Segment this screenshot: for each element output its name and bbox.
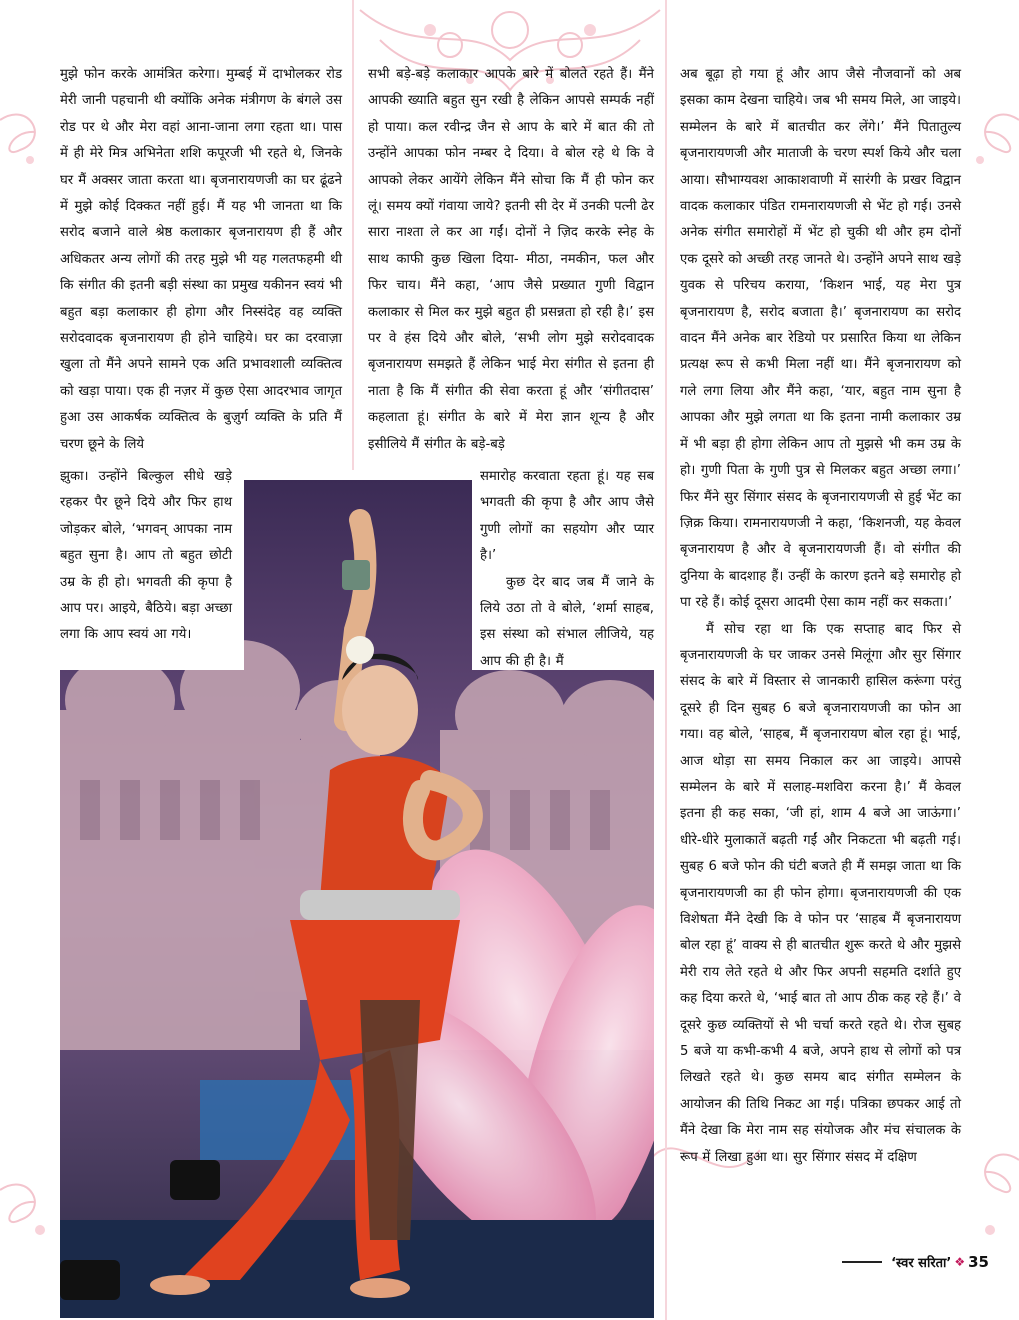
paragraph: मैं सोच रहा था कि एक सप्ताह बाद फिर से बृजनारायणजी के घर जाकर उनसे मिलूंगा और सुर सिंगार संसद के बारे में विस्तार से जानकारी हासिल करूंगा परंतु दूसरे ही दिन सुबह 6 बजे बृजनारायणजी का फोन आ गया। वह बोले, ‘साहब, मैं बृजनारायण बोल रहा हूं। भाई, आज थोड़ा सा समय निकाल कर आ जाइये। आपसे सम्मेलन के बारे में सलाह-मशविरा करना है।’ मैं केवल इतना ही कह सका, ‘जी हां, शाम 4 बजे आ जाऊंगा।’ धीरे-धीरे मुलाकातें बढ़ती गईं और निकटता भी बढ़ती गई। सुबह 6 बजे फोन की घंटी बजते ही मैं समझ जाता था कि बृजनारायणजी का ही फोन होगा। बृजनारायणजी की एक विशेषता मैंने देखी कि वे फोन पर ‘साहब मैं बृजनारायण बोल रहा हूं’ वाक्य से ही बातचीत शुरू करते थे और मुझसे मेरी राय लेते रहते थे और फिर अपनी सहमति दर्शाते हुए कह दिया करते थे, ‘भाई बात तो आप ठीक कह रहे हैं।’ वे दूसरे कुछ व्यक्तियों से भी चर्चा करते रहते थे। रोज सुबह 5 बजे या कभी-कभी 4 बजे, अपने हाथ से लोगों को पत्र लिखते रहते थे। कुछ समय बाद संगीत सम्मेलन के आयोजन की तिथि निकट आ गई। पत्रिका छपकर आई तो मैंने देखा कि मेरा नाम सह संयोजक और मंच संचालक के रूप में लिखा हुआ था। सुर सिंगार संसद में दक्षिण <box>680 621 961 1165</box>
text-column-1-wrap <box>60 464 232 649</box>
footer-rule <box>842 1261 882 1263</box>
paragraph: सभी बड़े-बड़े कलाकार आपके बारे में बोलते रहते हैं। मैंने आपकी ख्याति बहुत सुन रखी है लेकिन आपसे सम्पर्क नहीं हो पाया। कल रवीन्द्र जैन से आप के बारे में बात की तो उन्होंने आपका फोन नम्बर दे दिया। वे बोल रहे थे कि वे आपको लेकर आयेंगे लेकिन मैंने सोचा कि मैं ही फोन कर लूं। समय क्यों गंवाया जाये? इतनी सी देर में उनकी पत्नी ढेर सारा नाश्ता ले कर आ गईं। दोनों ने ज़िद करके स्नेह के साथ काफी कुछ खिला दिया- मीठा, नमकीन, फल और फिर चाय। मैंने कहा, ‘आप जैसे प्रख्यात गुणी विद्वान कलाकार से मिल कर मुझे बहुत ही प्रसन्नता हो रही है।’ इस पर वे हंस दिये और बोले, ‘सभी लोग मुझे सरोदवादक बृजनारायण समझते हैं लेकिन भाई मेरा संगीत से इतना ही नाता है कि मैं संगीत की सेवा करता हूं और ‘संगीतदास’ कहलाता हूं। संगीत के बारे में मेरा ज्ञान शून्य है और इसीलिये मैं संगीत के बड़े-बड़े <box>368 67 654 452</box>
page-footer <box>842 1253 989 1271</box>
text-column-3 <box>680 62 961 1171</box>
paragraph: समारोह करवाता रहता हूं। यह सब भगवती की कृपा है और आप जैसे गुणी लोगों का सहयोग और प्यार है।’ <box>480 469 654 564</box>
paragraph: अब बूढ़ा हो गया हूं और आप जैसे नौजवानों को अब इसका काम देखना चाहिये। जब भी समय मिले, आ जाइये। सम्मेलन के बारे में बातचीत कर लेंगे।’ मैंने पितातुल्य बृजनारायणजी और माताजी के चरण स्पर्श किये और चला आया। सौभाग्यवश आकाशवाणी में सारंगी के प्रखर विद्वान वादक कलाकार पंडित रामनारायणजी से भेंट हो गई। उनसे अनेक संगीत समारोहों में भेंट हो चुकी थी और हम दोनों एक दूसरे को अच्छी तरह जानते थे। उन्होंने अपने साथ खड़े युवक से परिचय कराया, ‘किशन भाई, यह मेरा पुत्र बृजनारायण है, सरोद बजाता है।’ बृजनारायण का सरोद वादन मैंने अनेक बार रेडियो पर प्रसारित किया था लेकिन प्रत्यक्ष रूप से कभी मिला नहीं था। मैंने बृजनारायण को गले लगा लिया और मैंने कहा, ‘यार, बहुत नाम सुना है आपका और मुझे लगता था कि इतना नामी कलाकार उम्र में भी बड़ा ही होगा लेकिन आप तो मुझसे भी कम उम्र के हो। गुणी पिता के गुणी पुत्र से मिलकर बहुत अच्छा लगा।’ फिर मैंने सुर सिंगार संसद के बृजनारायणजी से हुई भेंट का ज़िक्र किया। रामनारायणजी ने कहा, ‘किशनजी, यह केवल बृजनारायण है और वे बृजनारायणजी हैं। वो संगीत की दुनिया के बादशाह हैं। उन्हीं के कारण इतने बड़े समारोह हो पा रहे हैं। कोई दूसरा आदमी ऐसा काम नहीं कर सकता।’ <box>680 67 961 611</box>
ornament-icon: ❖ <box>954 1255 966 1269</box>
paragraph: झुका। उन्होंने बिल्कुल सीधे खड़े रहकर पैर छूने दिये और फिर हाथ जोड़कर बोले, ‘भगवन् आपका नाम बहुत सुना है। आप तो बहुत छोटी उम्र के ही हो। भगवती की कृपा है आप पर। आइये, बैठिये। बड़ा अच्छा लगा कि आप स्वयं आ गये। <box>60 469 232 643</box>
paragraph: मुझे फोन करके आमंत्रित करेगा। मुम्बई में दाभोलकर रोड मेरी जानी पहचानी थी क्योंकि अनेक मंत्रीगण के बंगले उस रोड पर थे और मेरा वहां आना-जाना लगा रहता था। पास में ही मेरे मित्र अभिनेता शशि कपूरजी भी रहते थे, जिनके घर मैं अक्सर जाता करता था। बृजनारायणजी का घर ढूंढने में मुझे कोई दिक्कत नहीं हुई। मैं यह भी जानता था कि सरोद बजाने वाले श्रेष्ठ कलाकार बृजनारायण ही हैं और अधिकतर अन्य लोगों की तरह मुझे भी यह गलतफहमी थी कि संगीत की इतनी बड़ी संस्था का प्रमुख यकीनन स्वयं भी बहुत बड़ा कलाकार ही होगा और निस्संदेह वह व्यक्ति सरोदवादक बृजनारायण ही होने चाहिये। घर का दरवाज़ा खुला तो मैंने अपने सामने एक अति प्रभावशाली व्यक्तित्व को खड़ा पाया। एक ही नज़र में कुछ ऐसा आदरभाव जागृत हुआ उस आकर्षक व्यक्तित्व के बुज़ुर्ग व्यक्ति के प्रति मैं चरण छूने के लिये <box>60 67 342 452</box>
text-column-1 <box>60 62 342 458</box>
text-column-2-wrap <box>480 464 654 675</box>
text-column-2 <box>368 62 654 458</box>
paragraph: कुछ देर बाद जब मैं जाने के लिये उठा तो वे बोले, ‘शर्मा साहब, इस संस्था को संभाल लीजिये, यह आप की ही है। मैं <box>480 574 654 669</box>
page-number: 35 <box>968 1253 989 1271</box>
magazine-name: ‘स्वर सरिता’ <box>891 1256 952 1271</box>
